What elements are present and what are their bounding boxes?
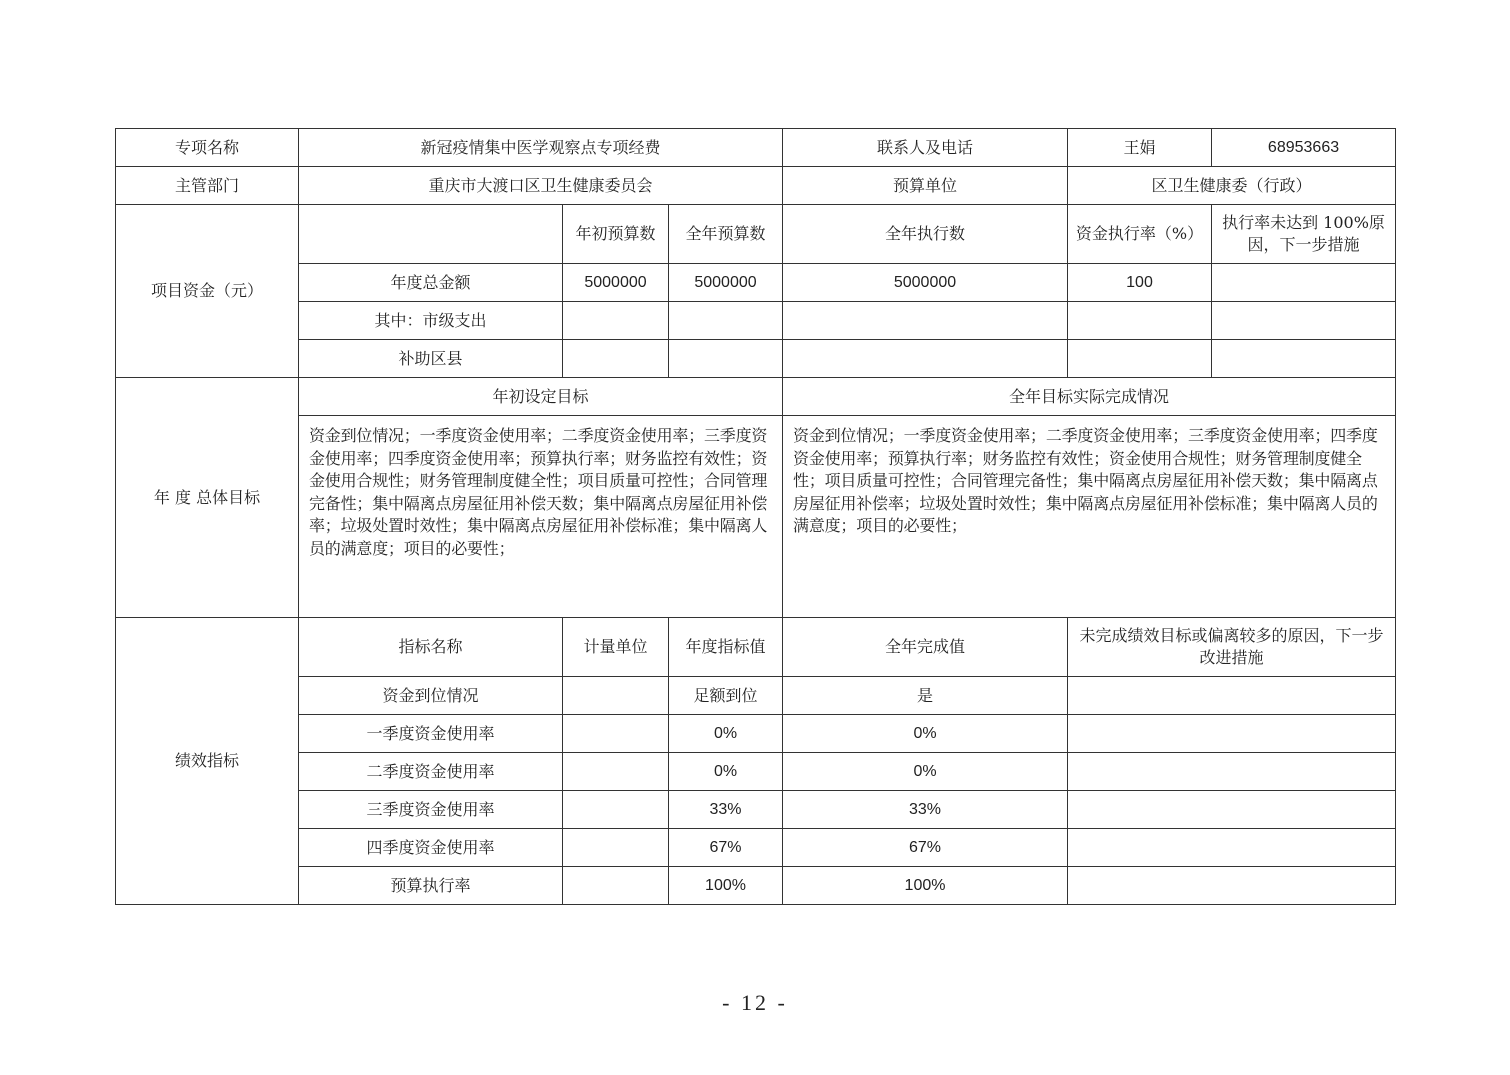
funds-label: 项目资金（元） [116, 205, 299, 378]
goals-actual-text: 资金到位情况；一季度资金使用率；二季度资金使用率；三季度资金使用率；四季度资金使用率；预算执行率；财务监控有效性；资金使用合规性；财务管理制度健全性；项目质量可控性；合同管理完备性；集中隔离点房屋征用补偿天数；集中隔离点房屋征用补偿率；垃圾处置时效性；集中隔离点房屋征用补偿标准；集中隔离人员的满意度；项目的必要性； [783, 416, 1396, 618]
indicator-unit [563, 715, 669, 753]
indicators-label: 绩效指标 [116, 618, 299, 905]
indicators-header-row [116, 618, 1396, 677]
contact-label: 联系人及电话 [783, 129, 1068, 167]
indicator-unit [563, 829, 669, 867]
funds-row-reason [1212, 340, 1396, 378]
funds-row-executed [783, 302, 1068, 340]
funds-row-initial [563, 340, 669, 378]
funds-row-reason [1212, 302, 1396, 340]
budget-unit-label: 预算单位 [783, 167, 1068, 205]
indicator-row [116, 677, 1396, 715]
funds-row [116, 302, 1396, 340]
col-exec-rate: 资金执行率（%） [1068, 205, 1212, 264]
funds-header-row [116, 205, 1396, 264]
indicator-unit [563, 677, 669, 715]
indicator-row [116, 867, 1396, 905]
indicator-name: 一季度资金使用率 [299, 715, 563, 753]
contact-phone: 68953663 [1212, 129, 1396, 167]
goals-initial-text: 资金到位情况；一季度资金使用率；二季度资金使用率；三季度资金使用率；四季度资金使用率；预算执行率；财务监控有效性；资金使用合规性；财务管理制度健全性；项目质量可控性；合同管理完备性；集中隔离点房屋征用补偿天数；集中隔离点房屋征用补偿率；垃圾处置时效性；集中隔离点房屋征用补偿标准；集中隔离人员的满意度；项目的必要性； [299, 416, 783, 618]
indicator-reason [1068, 867, 1396, 905]
funds-row-name: 其中：市级支出 [299, 302, 563, 340]
funds-row-executed: 5000000 [783, 264, 1068, 302]
budget-unit-value: 区卫生健康委（行政） [1068, 167, 1396, 205]
indicator-name: 四季度资金使用率 [299, 829, 563, 867]
indicator-row [116, 715, 1396, 753]
indicator-actual: 是 [783, 677, 1068, 715]
indicator-name: 三季度资金使用率 [299, 791, 563, 829]
indicator-target: 0% [669, 715, 783, 753]
indicator-name: 二季度资金使用率 [299, 753, 563, 791]
col-indicator-name: 指标名称 [299, 618, 563, 677]
indicator-unit [563, 867, 669, 905]
project-name-value: 新冠疫情集中医学观察点专项经费 [299, 129, 783, 167]
col-initial-budget: 年初预算数 [563, 205, 669, 264]
funds-row-name: 补助区县 [299, 340, 563, 378]
indicator-actual: 67% [783, 829, 1068, 867]
col-executed: 全年执行数 [783, 205, 1068, 264]
indicator-target: 33% [669, 791, 783, 829]
indicator-actual: 100% [783, 867, 1068, 905]
funds-row-annual [669, 340, 783, 378]
performance-table [115, 128, 1396, 905]
indicator-row [116, 753, 1396, 791]
funds-row-executed [783, 340, 1068, 378]
project-name-label: 专项名称 [116, 129, 299, 167]
col-indicator-reason: 未完成绩效目标或偏离较多的原因，下一步改进措施 [1068, 618, 1396, 677]
indicator-reason [1068, 829, 1396, 867]
funds-row-rate: 100 [1068, 264, 1212, 302]
indicator-row [116, 791, 1396, 829]
goals-label: 年 度 总体目标 [116, 378, 299, 618]
indicator-reason [1068, 715, 1396, 753]
page-number: - 12 - [722, 990, 788, 1015]
goals-header-row [116, 378, 1396, 416]
indicator-actual: 33% [783, 791, 1068, 829]
dept-label: 主管部门 [116, 167, 299, 205]
indicator-target: 0% [669, 753, 783, 791]
indicator-row [116, 829, 1396, 867]
indicator-reason [1068, 753, 1396, 791]
funds-row-initial [563, 302, 669, 340]
dept-row [116, 167, 1396, 205]
contact-name: 王娟 [1068, 129, 1212, 167]
project-name-row [116, 129, 1396, 167]
goals-text-row [116, 416, 1396, 618]
indicator-name: 资金到位情况 [299, 677, 563, 715]
funds-row [116, 264, 1396, 302]
indicator-reason [1068, 791, 1396, 829]
funds-header-blank [299, 205, 563, 264]
indicator-actual: 0% [783, 715, 1068, 753]
indicator-unit [563, 753, 669, 791]
funds-row [116, 340, 1396, 378]
col-annual-budget: 全年预算数 [669, 205, 783, 264]
indicator-target: 67% [669, 829, 783, 867]
funds-row-initial: 5000000 [563, 264, 669, 302]
col-indicator-target: 年度指标值 [669, 618, 783, 677]
funds-row-rate [1068, 302, 1212, 340]
indicator-target: 100% [669, 867, 783, 905]
funds-row-name: 年度总金额 [299, 264, 563, 302]
indicator-name: 预算执行率 [299, 867, 563, 905]
goals-actual-header: 全年目标实际完成情况 [783, 378, 1396, 416]
indicator-reason [1068, 677, 1396, 715]
col-exec-reason: 执行率未达到 100%原因，下一步措施 [1212, 205, 1396, 264]
dept-value: 重庆市大渡口区卫生健康委员会 [299, 167, 783, 205]
col-indicator-actual: 全年完成值 [783, 618, 1068, 677]
indicator-unit [563, 791, 669, 829]
indicator-target: 足额到位 [669, 677, 783, 715]
funds-row-annual: 5000000 [669, 264, 783, 302]
funds-row-rate [1068, 340, 1212, 378]
funds-row-reason [1212, 264, 1396, 302]
col-indicator-unit: 计量单位 [563, 618, 669, 677]
goals-initial-header: 年初设定目标 [299, 378, 783, 416]
indicator-actual: 0% [783, 753, 1068, 791]
funds-row-annual [669, 302, 783, 340]
